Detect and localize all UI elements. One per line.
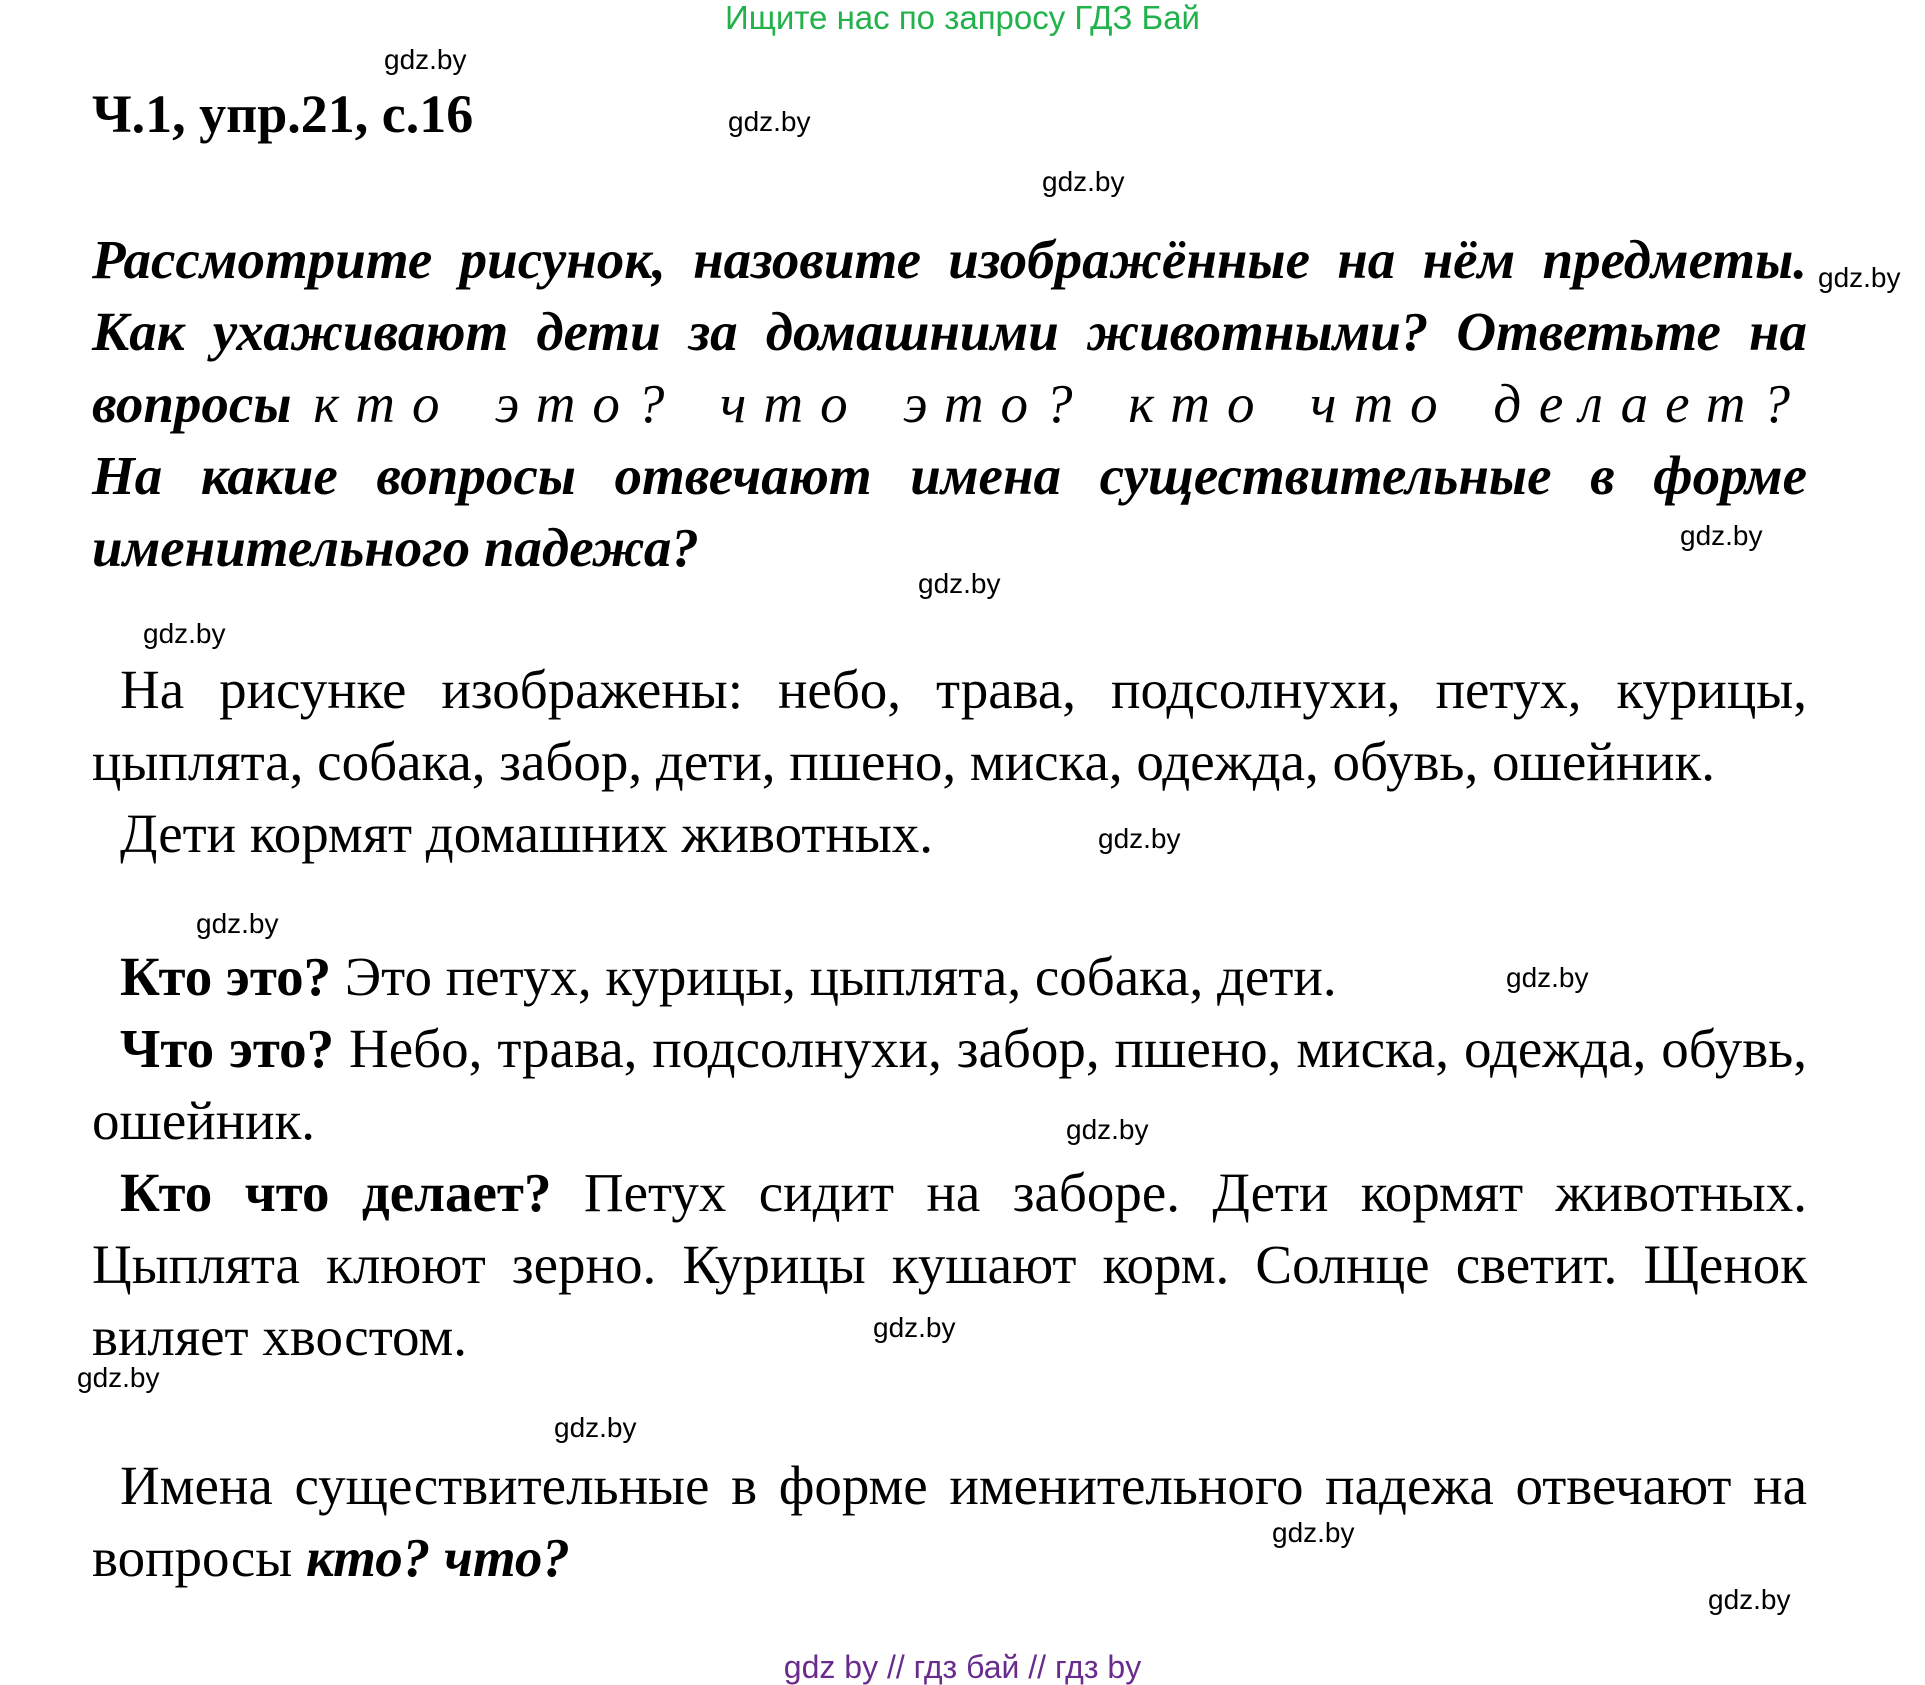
qa-who-answer: Это петух, курицы, цыплята, собака, дети.	[331, 946, 1337, 1007]
conclusion-text: Имена существительные в форме именительного падежа отвечают на вопросы	[92, 1455, 1807, 1588]
qa-what-answer: Небо, трава, подсолнухи, забор, пшено, миска, одежда, обувь, ошейник.	[92, 1018, 1808, 1151]
top-banner: Ищите нас по запросу ГДЗ Бай	[725, 0, 1200, 36]
footer-links: gdz by // гдз бай // гдз by	[783, 1649, 1142, 1685]
watermark: gdz.by	[1506, 962, 1589, 993]
conclusion	[92, 1450, 1807, 1594]
watermark: gdz.by	[873, 1312, 956, 1343]
watermark: gdz.by	[196, 908, 279, 939]
answer-listing: На рисунке изображены: небо, трава, подсолнухи, петух, курицы, цыплята, собака, забор, дети, пшено, миска, одежда, обувь, ошейник.	[92, 659, 1807, 792]
watermark: gdz.by	[554, 1412, 637, 1443]
conclusion-emphasis: кто? что?	[306, 1527, 570, 1588]
exercise-title: Ч.1, упр.21, с.16	[92, 84, 474, 144]
watermark: gdz.by	[918, 568, 1001, 599]
watermark: gdz.by	[1680, 520, 1763, 551]
answer-feeding: Дети кормят домашних животных.	[120, 803, 934, 864]
watermark: gdz.by	[384, 44, 467, 75]
watermark: gdz.by	[77, 1362, 160, 1393]
watermark: gdz.by	[728, 106, 811, 137]
watermark: gdz.by	[1818, 262, 1901, 293]
qa-doing-question: Кто что делает?	[120, 1162, 552, 1223]
watermark: gdz.by	[1098, 823, 1181, 854]
watermark: gdz.by	[1042, 166, 1125, 197]
task-lead: Рассмотрите рисунок, назовите изображённые на нём предметы. Как ухаживают дети за домашними животными? Ответьте на вопросы	[92, 229, 1807, 434]
qa-what	[92, 1013, 1807, 1157]
task-text	[92, 224, 1807, 584]
qa-doing-answer: Петух сидит на заборе. Дети кормят животных. Цыплята клюют зерно. Курицы кушают корм. Солнце светит. Щенок виляет хвостом.	[92, 1162, 1807, 1367]
watermark: gdz.by	[1066, 1114, 1149, 1145]
watermark: gdz.by	[143, 618, 226, 649]
task-questions-spaced: кто это? что это? кто что делает?	[313, 373, 1807, 434]
watermark: gdz.by	[1708, 1584, 1791, 1615]
task-tail: На какие вопросы отвечают имена существительные в форме именительного падежа?	[92, 445, 1807, 578]
qa-who-question: Кто это?	[120, 946, 332, 1007]
watermark: gdz.by	[1272, 1517, 1355, 1548]
qa-what-question: Что это?	[120, 1018, 335, 1079]
